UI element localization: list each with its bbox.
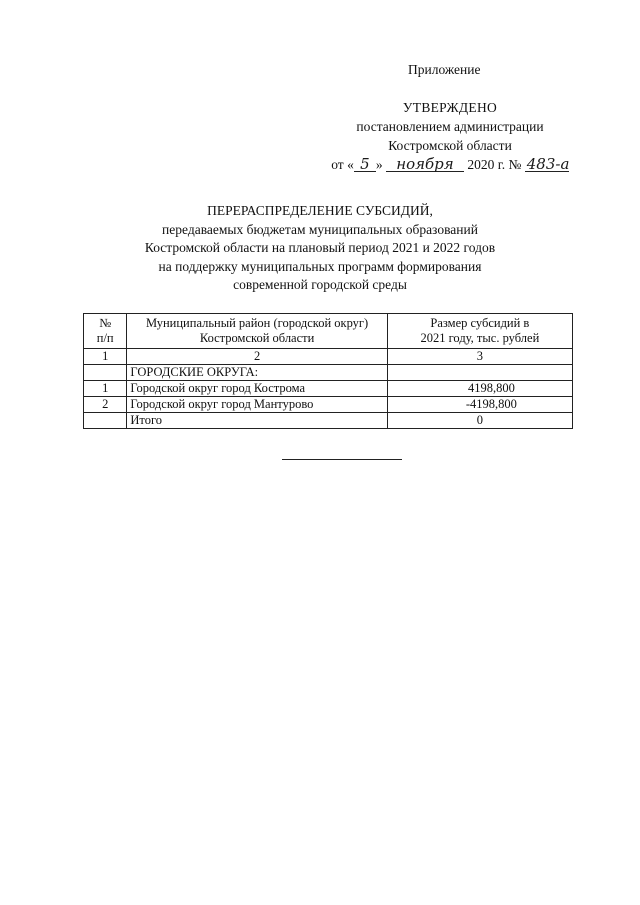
header-number-line-1: № bbox=[99, 316, 112, 330]
header-district-cell bbox=[127, 314, 387, 349]
document-title bbox=[100, 202, 540, 295]
column-number-3: 3 bbox=[387, 349, 572, 365]
row-district: Городской округ город Мантурово bbox=[127, 397, 387, 413]
section-row bbox=[84, 365, 573, 381]
appendix-label: Приложение bbox=[408, 62, 481, 77]
section-number-cell bbox=[84, 365, 127, 381]
column-number-2: 2 bbox=[127, 349, 387, 365]
header-amount-line-1: Размер субсидий в bbox=[430, 316, 530, 330]
total-number-cell bbox=[84, 413, 127, 429]
decree-line-1: постановлением администрации bbox=[356, 119, 544, 134]
date-mid: » bbox=[375, 157, 383, 172]
title-line-2: передаваемых бюджетам муниципальных образований bbox=[162, 221, 478, 237]
header-amount-line-2: 2021 году, тыс. рублей bbox=[420, 331, 540, 345]
total-amount: 0 bbox=[387, 413, 572, 429]
column-numbering-row bbox=[84, 349, 573, 365]
section-amount-cell bbox=[387, 365, 572, 381]
date-year: 2020 г. № bbox=[467, 157, 522, 172]
header-number-line-2: п/п bbox=[96, 331, 114, 345]
approval-block bbox=[330, 98, 570, 174]
closing-rule bbox=[282, 459, 402, 460]
total-row bbox=[84, 413, 573, 429]
table-row bbox=[84, 397, 573, 413]
total-label: Итого bbox=[127, 413, 387, 429]
header-number-cell bbox=[84, 314, 127, 349]
date-month-handwritten: ноября bbox=[386, 157, 464, 172]
decree-line-2: Костромской области bbox=[388, 138, 512, 153]
date-prefix: от « bbox=[331, 157, 354, 172]
section-label: ГОРОДСКИЕ ОКРУГА: bbox=[127, 365, 387, 381]
header-district-line-2: Костромской области bbox=[199, 331, 315, 345]
approved-label: УТВЕРЖДЕНО bbox=[402, 100, 498, 115]
decree-number-handwritten: 483-а bbox=[526, 155, 570, 173]
date-day-handwritten: 5 bbox=[354, 157, 376, 172]
title-line-3: Костромской области на плановый период 2021 и 2022 годов bbox=[144, 240, 496, 255]
table-row bbox=[84, 381, 573, 397]
table-header-row bbox=[84, 314, 573, 349]
row-amount: -4198,800 bbox=[387, 397, 572, 413]
title-line-5: современной городской среды bbox=[233, 277, 407, 292]
row-district: Городской округ город Кострома bbox=[127, 381, 387, 397]
row-number: 1 bbox=[84, 381, 127, 397]
decree-date-line bbox=[330, 155, 570, 174]
header-district-line-1: Муниципальный район (городской округ) bbox=[145, 316, 369, 330]
title-line-1: ПЕРЕРАСПРЕДЕЛЕНИЕ СУБСИДИЙ, bbox=[207, 203, 433, 218]
row-number: 2 bbox=[84, 397, 127, 413]
title-line-4: на поддержку муниципальных программ формирования bbox=[158, 258, 482, 274]
column-number-1: 1 bbox=[84, 349, 127, 365]
header-amount-cell bbox=[387, 314, 572, 349]
subsidy-table bbox=[83, 313, 573, 429]
row-amount: 4198,800 bbox=[387, 381, 572, 397]
